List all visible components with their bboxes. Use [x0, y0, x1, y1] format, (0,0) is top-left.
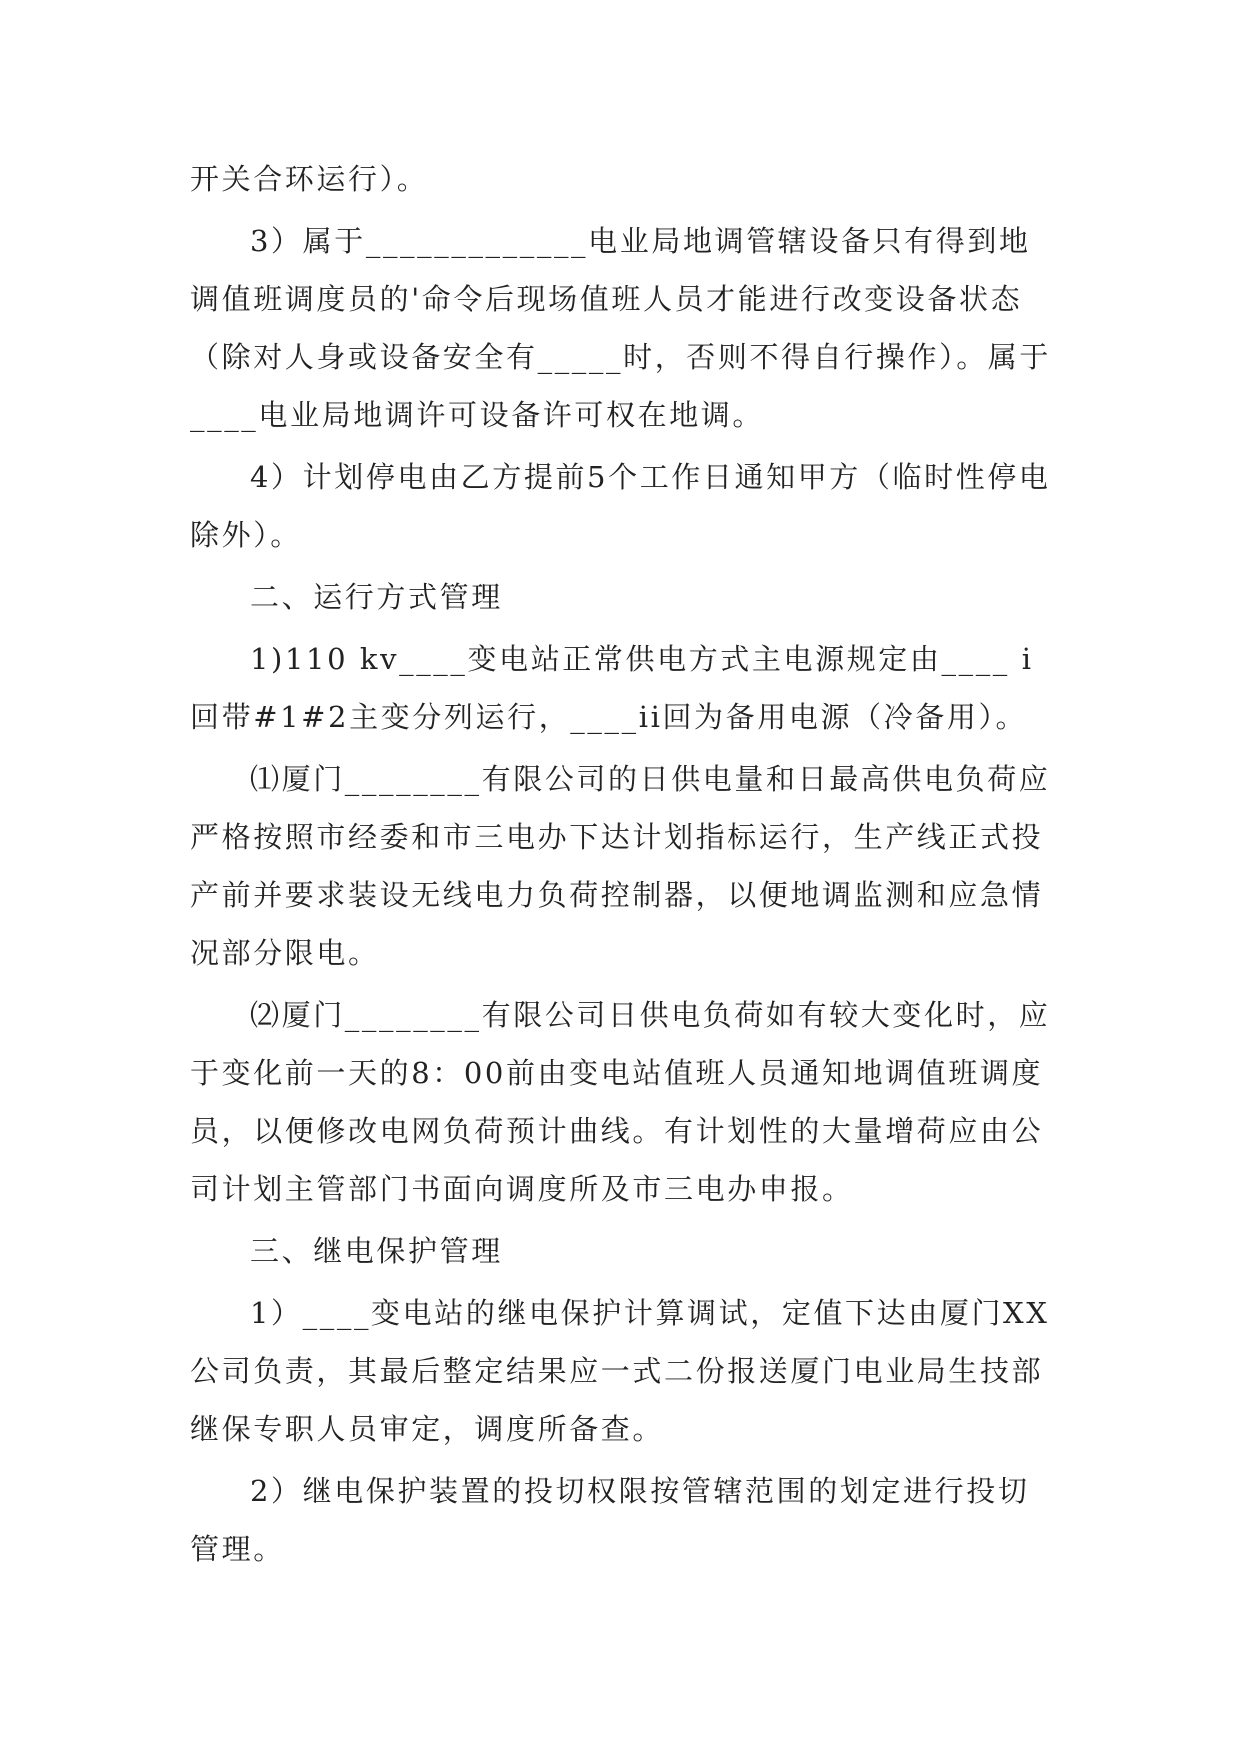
paragraph-power-supply-mode: 1)110 kv____变电站正常供电方式主电源规定由____ i回带#1#2主变分列运行，____ii回为备用电源（冷备用）。 [190, 642, 1034, 734]
paragraph-item-4: 4）计划停电由乙方提前5个工作日通知甲方（临时性停电除外）。 [190, 460, 1051, 552]
document-body [190, 150, 1060, 1580]
section-heading-operation-mode: 二、运行方式管理 [250, 580, 503, 614]
paragraph-relay-item-2: 2）继电保护装置的投切权限按管辖范围的划定进行投切管理。 [190, 1474, 1030, 1566]
paragraph-item-3: 3）属于_____________电业局地调管辖设备只有得到地调值班调度员的'命令后现场值班人员才能进行改变设备状态（除对人身或设备安全有_____时，否则不得自行操作）。属于____电业局地调许可设备许可权在地调。 [190, 224, 1052, 432]
paragraph-subitem-2: ⑵厦门________有限公司日供电负荷如有较大变化时，应于变化前一天的8：00前由变电站值班人员通知地调值班调度员，以便修改电网负荷预计曲线。有计划性的大量增荷应由公司计划主管部门书面向调度所及市三电办申报。 [190, 998, 1051, 1206]
paragraph-subitem-1: ⑴厦门________有限公司的日供电量和日最高供电负荷应严格按照市经委和市三电办下达计划指标运行，生产线正式投产前并要求装设无线电力负荷控制器，以便地调监测和应急情况部分限电。 [190, 762, 1051, 970]
paragraph-continuation: 开关合环运行）。 [190, 162, 429, 196]
paragraph-relay-item-1: 1）____变电站的继电保护计算调试，定值下达由厦门XX公司负责，其最后整定结果应一式二份报送厦门电业局生技部继保专职人员审定，调度所备查。 [190, 1296, 1050, 1446]
section-heading-relay-protection: 三、继电保护管理 [250, 1234, 503, 1268]
